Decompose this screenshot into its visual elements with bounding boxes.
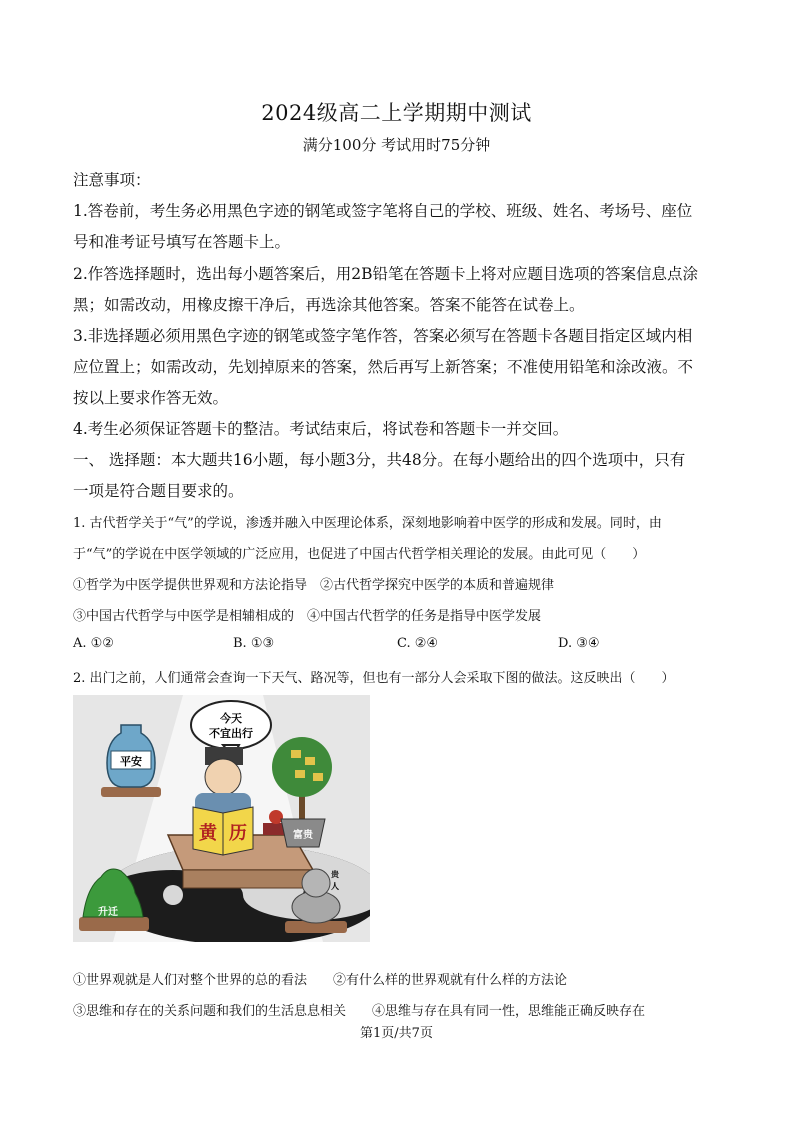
section-heading: 一、 选择题：本大题共16小题，每小题3分，共48分。在每小题给出的四个选项中，只有 <box>73 451 686 469</box>
vase-label: 平安 <box>120 755 142 768</box>
bubble-line-2: 不宜出行 <box>209 727 253 740</box>
option-d: D. ③④ <box>558 636 600 651</box>
page-footer: 第1页/共7页 <box>360 1026 433 1041</box>
question-2-statement: ③思维和存在的关系问题和我们的生活息息相关 ④思维与存在具有同一性，思维能正确反映存在 <box>73 1004 646 1019</box>
page-title: 2024级高二上学期期中测试 <box>261 101 532 125</box>
question-1-statement: ③中国古代哲学与中医学是相辅相成的 ④中国古代哲学的任务是指导中医学发展 <box>73 609 542 624</box>
option-c: C. ②④ <box>397 636 439 651</box>
notice-line: 1.答卷前，考生务必用黑色字迹的钢笔或签字笔将自己的学校、班级、姓名、考场号、座位 <box>73 202 693 220</box>
notice-line: 黑；如需改动，用橡皮擦干净后，再选涂其他答案。答案不能答在试卷上。 <box>73 296 585 314</box>
mountain-label: 升迁 <box>98 907 118 918</box>
notice-heading: 注意事项： <box>73 171 151 189</box>
notice-line: 应位置上；如需改动，先划掉原来的答案，然后再写上新答案；不准使用铅笔和涂改液。不 <box>73 358 694 376</box>
notice-line: 按以上要求作答无效。 <box>73 389 229 407</box>
notice-line: 4.考生必须保证答题卡的整洁。考试结束后，将试卷和答题卡一并交回。 <box>73 420 569 438</box>
option-b: B. ①③ <box>233 636 275 651</box>
cartoon-image <box>73 695 370 942</box>
question-2-stem: 2. 出门之前，人们通常会查询一下天气、路况等，但也有一部分人会采取下图的做法。这反映出（ ） <box>73 671 675 686</box>
question-1-stem-cont: 于“气”的学说在中医学领域的广泛应用，也促进了中国古代哲学相关理论的发展。由此可见（ ） <box>73 547 646 562</box>
section-heading-cont: 一项是符合题目要求的。 <box>73 482 244 500</box>
plant-label: 富贵 <box>293 830 313 841</box>
book-char-left: 黄 <box>199 823 217 844</box>
bubble-line-1: 今天 <box>220 712 242 725</box>
question-1-stem: 1. 古代哲学关于“气”的学说，渗透并融入中医理论体系，深刻地影响着中医学的形成和发展。同时，由 <box>73 516 662 531</box>
option-a: A. ①② <box>73 636 114 651</box>
book-char-right: 历 <box>229 823 247 844</box>
page-subtitle: 满分100分 考试用时75分钟 <box>302 136 491 154</box>
statue-label-2: 人 <box>331 882 339 891</box>
notice-line: 号和准考证号填写在答题卡上。 <box>73 233 291 251</box>
question-2-statement: ①世界观就是人们对整个世界的总的看法 ②有什么样的世界观就有什么样的方法论 <box>73 973 568 988</box>
question-1-statement: ①哲学为中医学提供世界观和方法论指导 ②古代哲学探究中医学的本质和普遍规律 <box>73 578 555 593</box>
statue-label-1: 贵 <box>331 870 339 879</box>
notice-line: 2.作答选择题时，选出每小题答案后，用2B铅笔在答题卡上将对应题目选项的答案信息点涂 <box>73 265 699 283</box>
notice-line: 3.非选择题必须用黑色字迹的钢笔或签字笔作答，答案必须写在答题卡各题目指定区域内相 <box>73 327 693 345</box>
